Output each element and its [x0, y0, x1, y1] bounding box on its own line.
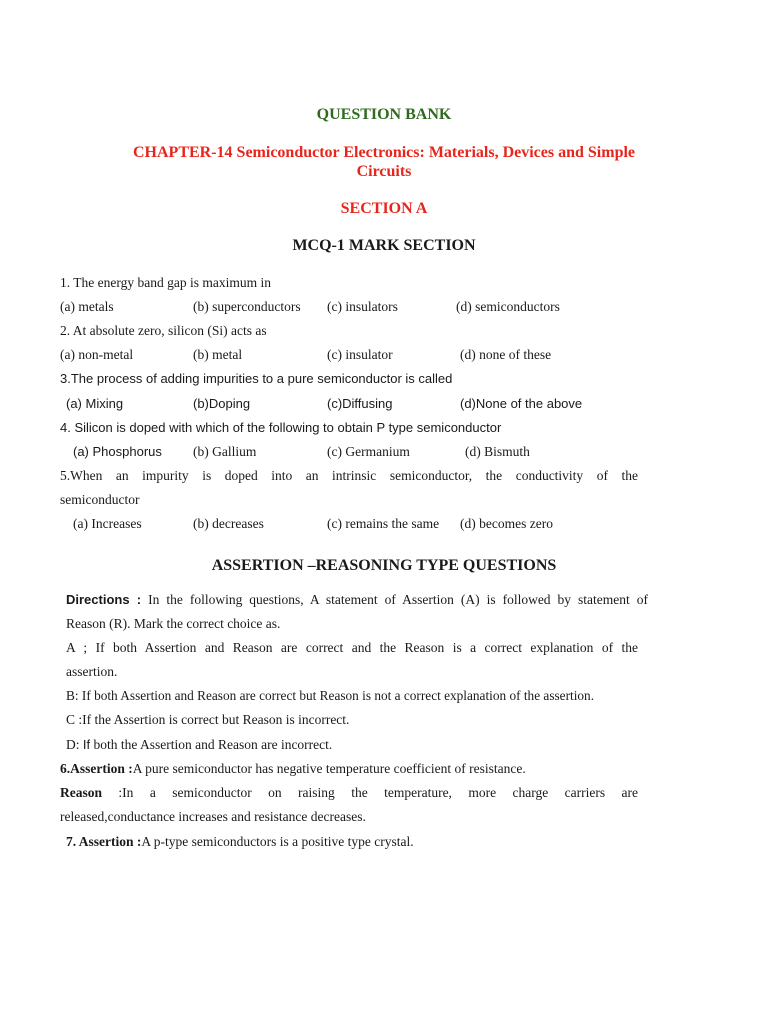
directions-line2: Reason (R). Mark the correct choice as.	[66, 616, 281, 631]
section-heading: SECTION A	[340, 200, 428, 217]
question-4-option-c: (c) Germanium	[327, 444, 410, 459]
question-5-stem-line1: 5.When an impurity is doped into an intrinsic semiconductor, the conductivity of the	[60, 468, 638, 483]
option-d-rest: both the Assertion and Reason are incorrect.	[90, 737, 333, 752]
question-2-option-c: (c) insulator	[327, 347, 393, 362]
directions-label: Directions :	[66, 592, 142, 607]
question-2-option-a: (a) non-metal	[60, 347, 134, 362]
question-6-text: A pure semiconductor has negative temperature coefficient of resistance.	[132, 761, 526, 776]
question-3-stem: 3.The process of adding impurities to a pure semiconductor is called	[60, 371, 453, 386]
question-3-option-b: (b)Doping	[193, 396, 251, 411]
directions-text: In the following questions, A statement of Assertion (A) is followed by statement of	[141, 592, 648, 607]
question-4-option-d: (d) Bismuth	[465, 444, 530, 459]
option-a-line2: assertion.	[66, 664, 118, 679]
question-1-option-b: (b) superconductors	[193, 299, 301, 314]
option-a-line1: A ; If both Assertion and Reason are correct and the Reason is a correct explanation of the	[66, 640, 638, 655]
question-6-assertion	[60, 761, 526, 777]
question-6-reason-line1	[60, 785, 638, 801]
question-1-option-a: (a) metals	[60, 299, 114, 314]
question-6-reason-line2: released,conductance increases and resistance decreases.	[60, 809, 366, 824]
question-2-option-d: (d) none of these	[460, 347, 552, 362]
question-5-option-c: (c) remains the same	[327, 516, 440, 531]
question-7-label: 7. Assertion :	[66, 834, 142, 849]
question-2-option-b: (b) metal	[193, 347, 243, 362]
chapter-title-line2: Circuits	[356, 163, 412, 180]
question-1-option-c: (c) insulators	[327, 299, 398, 314]
question-6-label: 6.Assertion :	[60, 761, 133, 776]
option-d-prefix: D:	[66, 737, 83, 752]
assertion-heading: ASSERTION –REASONING TYPE QUESTIONS	[211, 557, 557, 574]
question-4-option-a: (a) Phosphorus	[73, 444, 162, 459]
question-3-option-a: (a) Mixing	[66, 396, 124, 411]
question-5-stem-line2: semiconductor	[60, 492, 140, 507]
question-3-option-c: (c)Diffusing	[327, 396, 393, 411]
question-1-option-d: (d) semiconductors	[456, 299, 560, 314]
page-title: QUESTION BANK	[316, 106, 452, 123]
question-6-reason-label: Reason	[60, 785, 103, 800]
option-d	[66, 737, 332, 753]
question-4-stem: 4. Silicon is doped with which of the following to obtain P type semiconductor	[60, 420, 502, 435]
question-5-option-b: (b) decreases	[193, 516, 264, 531]
directions-line1	[66, 592, 648, 608]
question-6-reason-text: :In a semiconductor on raising the temperature, more charge carriers are	[102, 785, 638, 800]
question-1-stem: 1. The energy band gap is maximum in	[60, 275, 271, 290]
chapter-title-line1: CHAPTER-14 Semiconductor Electronics: Materials, Devices and Simple	[132, 144, 636, 161]
question-7-text: A p-type semiconductors is a positive type crystal.	[141, 834, 414, 849]
question-5-option-d: (d) becomes zero	[460, 516, 553, 531]
question-4-option-b: (b) Gallium	[193, 444, 257, 459]
option-d-bold: If	[82, 737, 91, 752]
option-b: B: If both Assertion and Reason are correct but Reason is not a correct explanation of the assertion.	[66, 688, 595, 703]
question-7-assertion	[66, 834, 414, 850]
question-5-option-a: (a) Increases	[73, 516, 142, 531]
question-3-option-d: (d)None of the above	[460, 396, 583, 411]
question-2-stem: 2. At absolute zero, silicon (Si) acts as	[60, 323, 267, 338]
option-c: C :If the Assertion is correct but Reason is incorrect.	[66, 712, 350, 727]
mcq-heading: MCQ-1 MARK SECTION	[292, 237, 476, 254]
